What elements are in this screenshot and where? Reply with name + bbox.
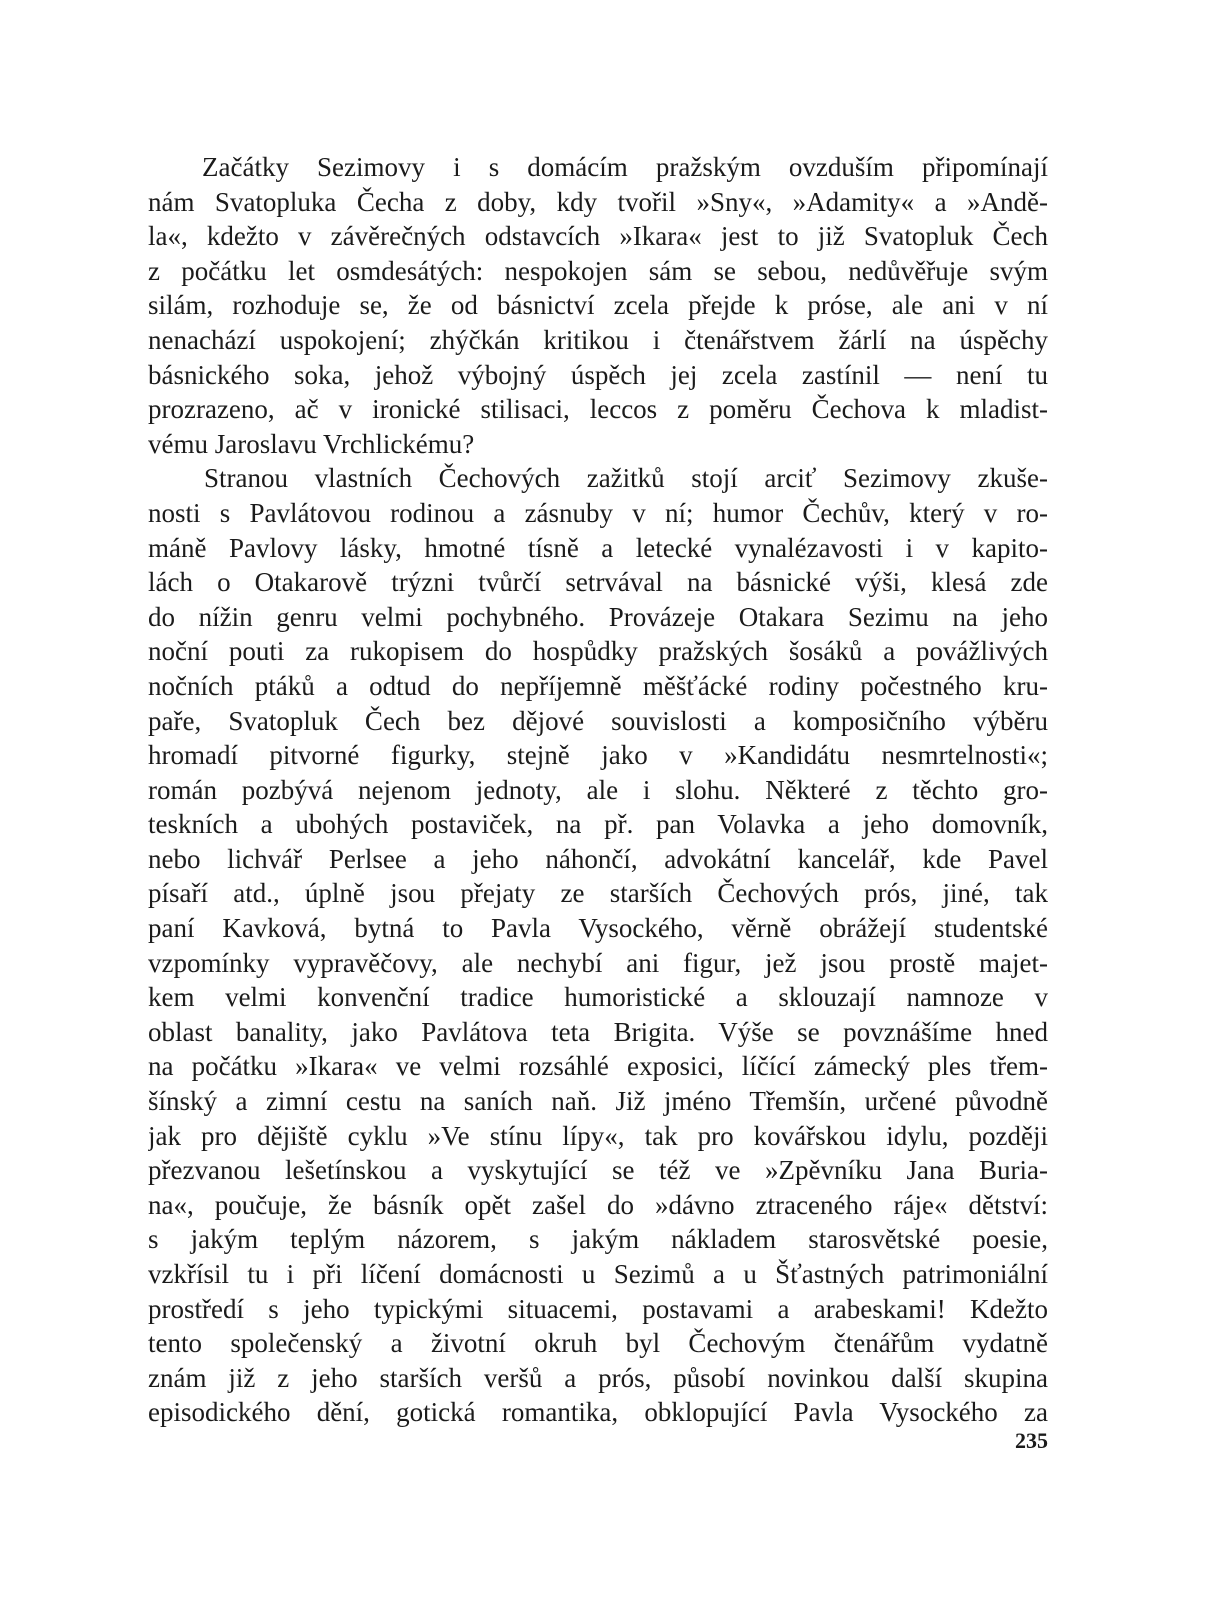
text-line: tento společenský a životní okruh byl Čechovým čtenářům vydatně [148,1328,1048,1359]
text-line: vzkřísil tu i při líčení domácnosti u Sezimů a u Šťastných patrimoniální [148,1259,1048,1289]
page-number: 235 [1015,1428,1048,1453]
text-line: vzpomínky vypravěčovy, ale nechybí ani figur, jež jsou prostě majet- [148,947,1048,978]
text-line: silám, rozhoduje se, že od básnictví zcela přejde k próse, ale ani v ní [148,290,1048,321]
text-line: na«, poučuje, že básník opět zašel do »dávno ztraceného ráje« dětství: [148,1189,1048,1220]
text-line: s jakým teplým názorem, s jakým nákladem starosvětské poesie, [148,1224,1048,1255]
text-line: prozrazeno, ač v ironické stilisaci, leccos z poměru Čechova k mladist- [148,394,1048,425]
text-line: básnického soka, jehož výbojný úspěch jej zcela zastínil — není tu [148,359,1048,390]
text-line: román pozbývá nejenom jednoty, ale i slohu. Některé z těchto gro- [148,774,1048,805]
text-line: vému Jaroslavu Vrchlickému? [148,428,475,459]
text-line: teskních a ubohých postaviček, na př. pan Volavka a jeho domovník, [148,809,1048,840]
text-line: znám již z jeho starších veršů a prós, působí novinkou další skupina [148,1362,1048,1393]
text-line: la«, kdežto v závěrečných odstavcích »Ikara« jest to již Svatopluk Čech [148,221,1048,252]
text-line: na počátku »Ikara« ve velmi rozsáhlé exposici, líčící zámecký ples třem- [148,1051,1048,1082]
text-line: šínský a zimní cestu na saních naň. Již jméno Třemšín, určené původně [148,1086,1048,1117]
body-text [148,150,1048,1430]
text-line: lách o Otakarově trýzni tvůrčí setrvával na básnické výši, klesá zde [148,567,1048,598]
text-line: hromadí pitvorné figurky, stejně jako v »Kandidátu nesmrtelnosti«; [148,740,1048,771]
text-line: paře, Svatopluk Čech bez dějové souvislosti a komposičního výběru [148,705,1048,736]
text-line: kem velmi konvenční tradice humoristické a sklouzají namnoze v [148,982,1048,1013]
text-line: přezvanou lešetínskou a vyskytující se též ve »Zpěvníku Jana Buria- [148,1155,1048,1186]
text-line: paní Kavková, bytná to Pavla Vysockého, věrně obrážejí studentské [148,913,1048,944]
text-line: episodického dění, gotická romantika, obklopující Pavla Vysockého za [148,1397,1048,1428]
text-line: Začátky Sezimovy i s domácím pražským ovzduším připomínají [202,152,1048,182]
text-line: jak pro dějiště cyklu »Ve stínu lípy«, tak pro kovářskou idylu, později [148,1120,1048,1151]
text-line: máně Pavlovy lásky, hmotné tísně a letecké vynalézavosti i v kapito- [148,532,1048,563]
text-line: do nížin genru velmi pochybného. Provázeje Otakara Sezimu na jeho [148,601,1048,632]
text-line: noční pouti za rukopisem do hospůdky pražských šosáků a povážlivých [148,636,1048,667]
text-line: nočních ptáků a odtud do nepříjemně měšťácké rodiny počestného kru- [148,670,1048,701]
text-line: nám Svatopluka Čecha z doby, kdy tvořil »Sny«, »Adamity« a »Andě- [148,186,1048,217]
text-line: z počátku let osmdesátých: nespokojen sám se sebou, nedůvěřuje svým [148,255,1048,286]
text-line: Stranou vlastních Čechových zažitků stojí arciť Sezimovy zkuše- [204,463,1048,494]
text-line: písaří atd., úplně jsou přejaty ze starších Čechových prós, jiné, tak [148,878,1048,909]
text-line: prostředí s jeho typickými situacemi, postavami a arabeskami! Kdežto [148,1293,1048,1324]
text-line: oblast banality, jako Pavlátova teta Brigita. Výše se povznášíme hned [148,1016,1048,1047]
text-line: nebo lichvář Perlsee a jeho náhončí, advokátní kancelář, kde Pavel [148,843,1048,874]
text-line: nenachází uspokojení; zhýčkán kritikou i čtenářstvem žárlí na úspěchy [148,324,1048,355]
text-line: nosti s Pavlátovou rodinou a zásnuby v ní; humor Čechův, který v ro- [148,497,1048,528]
